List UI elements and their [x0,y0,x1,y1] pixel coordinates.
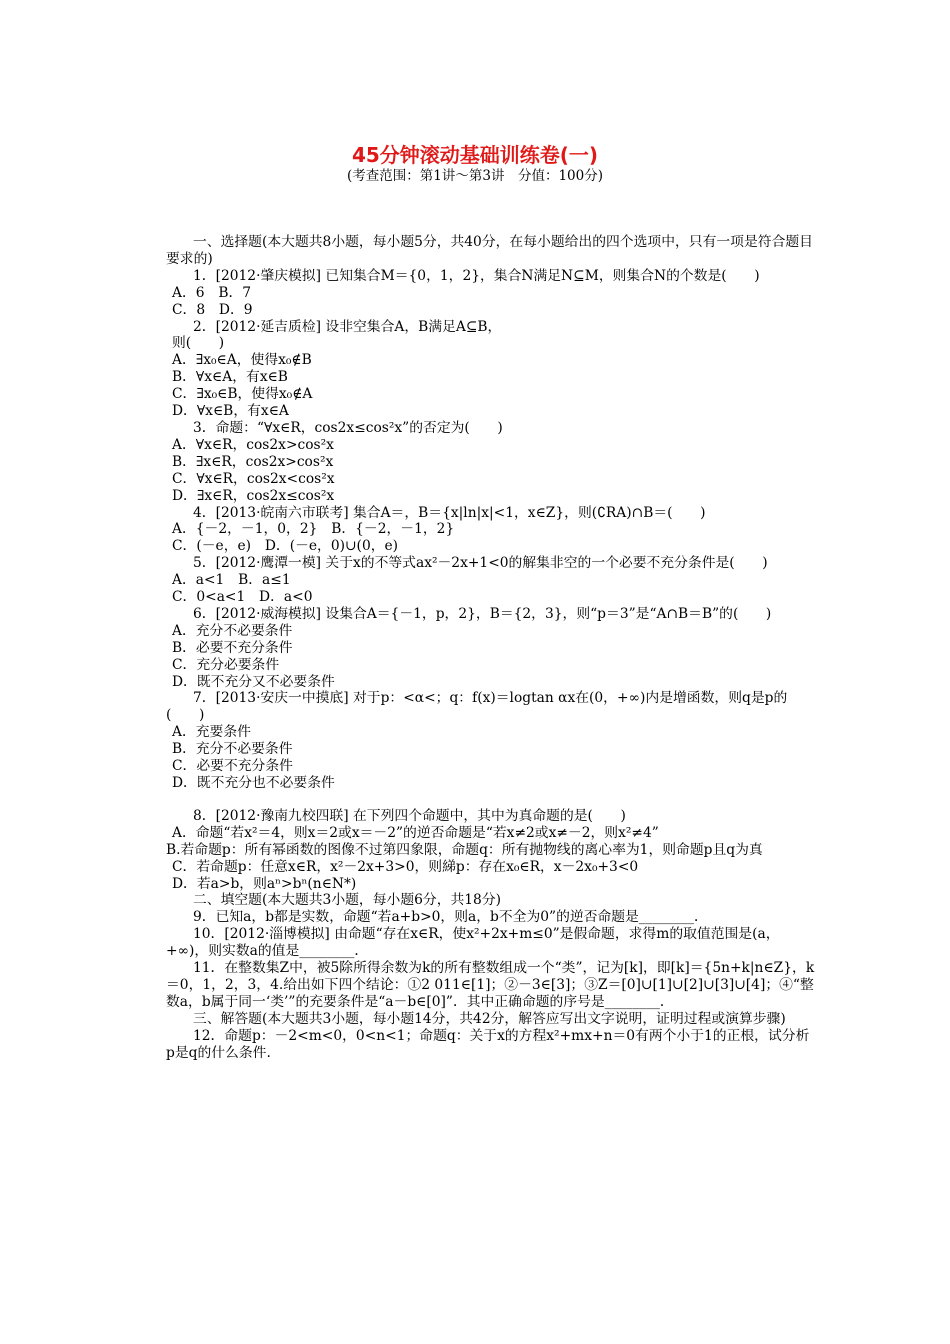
answer-option: A．a<1 B．a≤1 [172,572,291,589]
answer-option: A．充要条件 [172,724,251,741]
question-stem: 5．[2012·鹰潭一模] 关于x的不等式ax²－2x+1<0的解集非空的一个必要不充分条件是( ) [193,555,768,572]
section-heading: 一、选择题(本大题共8小题，每小题5分，共40分，在每小题给出的四个选项中，只有一项是符合题目要求的) [166,234,813,267]
answer-option: C．∃x₀∈B，使得x₀∉A [172,386,313,403]
answer-option: C．若命题p：任意x∈R，x²－2x+3>0，则綈p：存在x₀∈R，x－2x₀+3<0 [172,858,639,875]
answer-option: C．(－e，e) D．(－e，0)∪(0，e) [172,538,399,555]
spacer [166,792,818,808]
answer-option: C．∀x∈R，cos2x<cos²x [172,470,335,487]
answer-option: C．必要不充分条件 [172,758,293,775]
answer-option: C．8 D．9 [172,301,253,318]
answer-option: B.若命题p：所有幂函数的图像不过第四象限，命题q：所有抛物线的离心率为1，则命题p且q为真 [166,841,763,858]
question-stem: 9．已知a，b都是实数，命题“若a+b>0，则a，b不全为0”的逆否命题是________． [193,909,708,926]
page-title: 45分钟滚动基础训练卷(一) [351,143,599,167]
exam-content [166,234,818,1062]
question-stem: 2．[2012·延吉质检] 设非空集合A，B满足A⊆B， [193,318,502,335]
answer-option: C．0<a<1 D．a<0 [172,589,313,606]
question-stem: 8．[2012·豫南九校四联] 在下列四个命题中，其中为真命题的是( ) [193,807,626,824]
answer-option: A．{－2，－1，0，2} B．{－2，－1，2} [172,521,455,538]
section-heading: 二、填空题(本大题共3小题，每小题6分，共18分) [193,892,502,909]
question-stem: 则( ) [172,335,225,352]
question-stem: 1．[2012·肇庆模拟] 已知集合M＝{0，1，2}，集合N满足N⊆M，则集合N的个数是( ) [193,267,760,284]
question-stem: 11．在整数集Z中，被5除所得余数为k的所有整数组成一个“类”，记为[k]，即[k]＝{5n+k|n∈Z}，k＝0，1，2，3，4.给出如下四个结论：①2 011∈[1]；②－3∈[3]；③Z＝[0]∪[1]∪[2]∪[3]∪[4]；④“整数a，b属于同一‘类’”的充要条件是“a－b∈[0]”．其中正确命题的序号是________． [166,960,815,1010]
answer-option: A．∀x∈R，cos2x>cos²x [172,436,334,453]
answer-option: B．∀x∈A，有x∈B [172,369,288,386]
answer-option: D．若a>b，则aⁿ>bⁿ(n∈N*) [172,875,357,892]
answer-option: D．既不充分又不必要条件 [172,673,335,690]
page-subtitle: (考查范围：第1讲～第3讲 分值：100分) [347,168,603,184]
question-stem: 12．命题p：－2<m<0，0<n<1；命题q：关于x的方程x²+mx+n＝0有两个小于1的正根，试分析p是q的什么条件. [166,1027,810,1061]
answer-option: B．充分不必要条件 [172,741,293,758]
answer-option: B．∃x∈R，cos2x>cos²x [172,453,334,470]
answer-option: D．既不充分也不必要条件 [172,775,335,791]
answer-option: C．充分必要条件 [172,656,280,673]
answer-option: A．∃x₀∈A，使得x₀∉B [172,352,312,369]
question-stem: 4．[2013·皖南六市联考] 集合A＝，B＝{x|ln|x|<1，x∈Z}，则(∁RA)∩B＝( ) [193,504,706,521]
answer-option: A．6 B．7 [172,284,252,301]
answer-option: A．充分不必要条件 [172,622,293,639]
answer-option: A．命题“若x²＝4，则x＝2或x＝－2”的逆否命题是“若x≠2或x≠－2，则x²≠4” [172,824,659,841]
question-stem: 10．[2012·淄博模拟] 由命题“存在x∈R，使x²+2x+m≤0”是假命题，求得m的取值范围是(a，+∞)，则实数a的值是________． [166,926,780,960]
answer-option: D．∀x∈B，有x∈A [172,403,289,420]
question-stem: 7．[2013·安庆一中摸底] 对于p：<α<；q：f(x)＝logtan αx在(0，+∞)内是增函数，则q是p的( ) [166,690,788,724]
answer-option: D．∃x∈R，cos2x≤cos²x [172,487,335,504]
question-stem: 6．[2012·威海模拟] 设集合A＝{－1，p，2}，B＝{2，3}，则“p＝3”是“A∩B＝B”的( ) [193,605,772,622]
section-heading: 三、解答题(本大题共3小题，每小题14分，共42分，解答应写出文字说明，证明过程或演算步骤) [193,1010,786,1027]
question-stem: 3．命题：“∀x∈R，cos2x≤cos²x”的否定为( ) [193,419,503,436]
answer-option: B．必要不充分条件 [172,639,293,656]
